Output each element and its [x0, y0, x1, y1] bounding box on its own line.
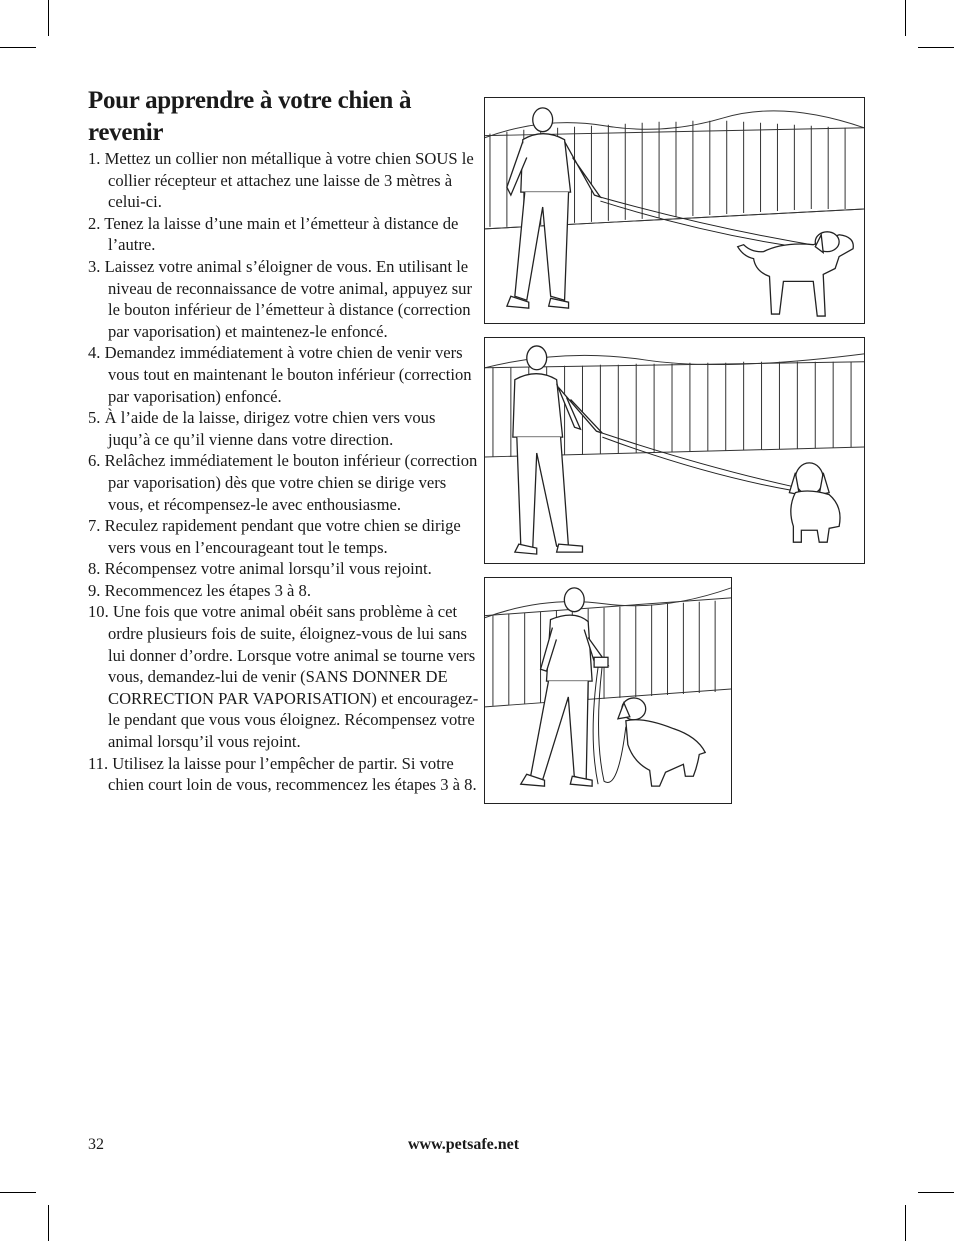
man-rewarding-dog-illustration — [484, 577, 732, 804]
list-item: 2. Tenez la laisse d’une main et l’émetteur à distance de l’autre. — [88, 213, 459, 255]
page-title: Pour apprendre à votre chien à revenir — [88, 87, 412, 146]
crop-mark — [48, 0, 49, 36]
crop-mark — [905, 1205, 906, 1241]
footer-url: www.petsafe.net — [408, 1136, 520, 1153]
list-item: 3. Laissez votre animal s’éloigner de vous. En utilisant le niveau de reconnaissance de votre animal, appuyez sur le bouton inférieur de l’émetteur à distance (correction par vaporisation) et maintenez-le enfoncé. — [88, 256, 472, 341]
crop-mark — [918, 1192, 954, 1193]
list-item: 9. Recommencez les étapes 3 à 8. — [88, 580, 312, 600]
list-item: 7. Reculez rapidement pendant que votre chien se dirige vers vous en l’encourageant tout le temps. — [88, 516, 461, 557]
man-releasing-dog-on-leash-illustration — [484, 97, 865, 324]
list-item: 6. Relâchez immédiatement le bouton inférieur (correction par vaporisation) dès que votre chien se dirige vers vous, et récompensez-le avec enthousiasme. — [88, 451, 478, 514]
crop-mark — [918, 47, 954, 48]
crop-mark — [48, 1205, 49, 1241]
list-item: 1. Mettez un collier non métallique à votre chien SOUS le collier récepteur et attachez une laisse de 3 mètres à celui-ci. — [88, 149, 474, 212]
crop-mark — [0, 47, 36, 48]
list-item: 11. Utilisez la laisse pour l’empêcher de partir. Si votre chien court loin de vous, recommencez les étapes 3 à 8. — [88, 753, 477, 795]
list-item: 5. À l’aide de la laisse, dirigez votre chien vers vous juqu’à ce qu’il vienne dans votre direction. — [88, 408, 436, 449]
man-calling-dog-back-illustration — [484, 337, 865, 564]
list-item: 10. Une fois que votre animal obéit sans problème à cet ordre plusieurs fois de suite, éloignez-vous de lui sans lui donner d’ordre. Lorsque votre animal se tourne vers vous, demandez-lui de venir (SANS DONNER DE CORRECTION PAR VAPORISATION) et encouragez-le pendant que vous vous éloignez. Récompensez votre animal lorsqu’il vous rejoint. — [88, 602, 479, 752]
instruction-list — [88, 148, 480, 796]
list-item: 8. Récompensez votre animal lorsqu’il vous rejoint. — [88, 559, 432, 579]
list-item: 4. Demandez immédiatement à votre chien de venir vers vous tout en maintenant le bouton inférieur (correction par vaporisation) enfoncé. — [88, 343, 472, 406]
crop-mark — [905, 0, 906, 36]
page-number: 32 — [88, 1136, 104, 1153]
crop-mark — [0, 1192, 36, 1193]
